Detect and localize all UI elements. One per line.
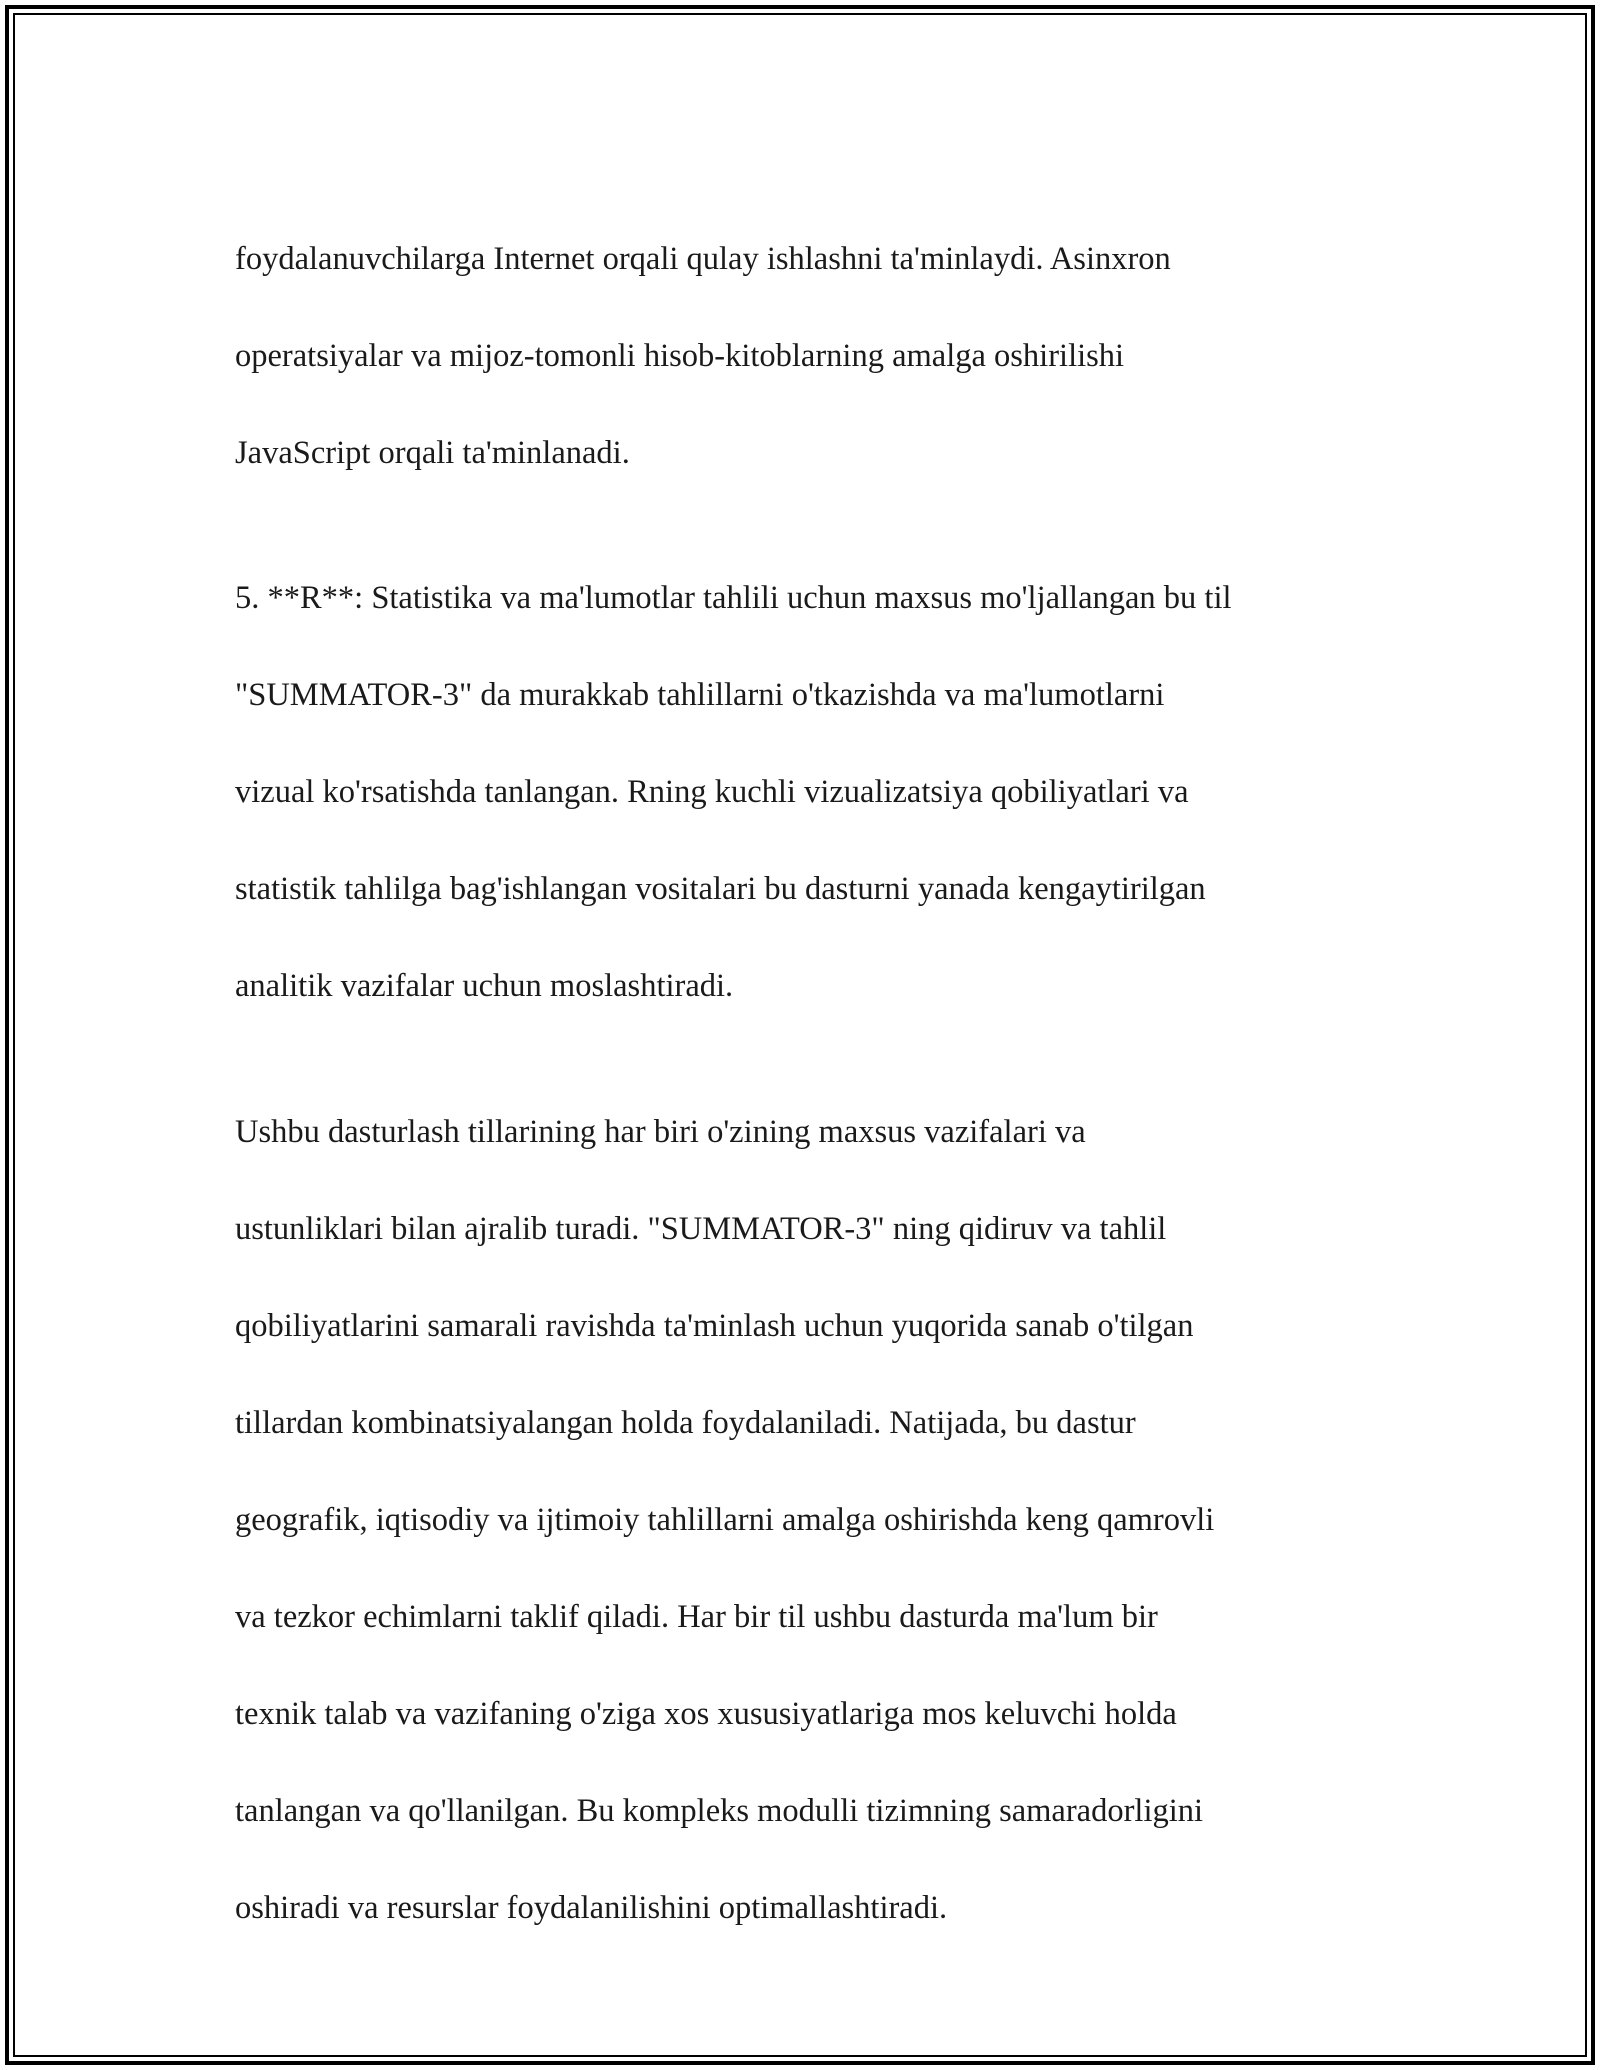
paragraph-line: tanlangan va qo'llanilgan. Bu kompleks modulli tizimning samaradorligini <box>235 1792 1204 1829</box>
paragraph-line: foydalanuvchilarga Internet orqali qulay ishlashni ta'minlaydi. Asinxron <box>235 240 1171 277</box>
paragraph-line: ustunliklari bilan ajralib turadi. "SUMMATOR-3" ning qidiruv va tahlil <box>235 1210 1167 1247</box>
paragraph-line: statistik tahlilga bag'ishlangan vositalari bu dasturni yanada kengaytirilgan <box>235 871 1206 907</box>
paragraph-line: analitik vazifalar uchun moslashtiradi. <box>235 968 734 1004</box>
paragraph-line: oshiradi va resurslar foydalanilishini optimallashtiradi. <box>235 1889 948 1926</box>
paragraph-line: "SUMMATOR-3" da murakkab tahlillarni o'tkazishda va ma'lumotlarni <box>235 677 1165 713</box>
paragraph-line: texnik talab va vazifaning o'ziga xos xususiyatlariga mos keluvchi holda <box>235 1695 1177 1732</box>
paragraph-line: operatsiyalar va mijoz-tomonli hisob-kitoblarning amalga oshirilishi <box>235 337 1125 374</box>
document-body <box>235 186 1365 1981</box>
paragraph-line: 5. **R**: Statistika va ma'lumotlar tahlili uchun maxsus mo'ljallangan bu til <box>235 580 1232 616</box>
paragraph-summary <box>235 1059 1365 1932</box>
paragraph-javascript-continuation <box>235 186 1365 477</box>
paragraph-line: geografik, iqtisodiy va ijtimoiy tahlillarni amalga oshirishda keng qamrovli <box>235 1501 1215 1538</box>
paragraph-line: va tezkor echimlarni taklif qiladi. Har bir til ushbu dasturda ma'lum bir <box>235 1598 1158 1635</box>
paragraph-line: Ushbu dasturlash tillarining har biri o'zining maxsus vazifalari va <box>235 1113 1086 1150</box>
paragraph-line: tillardan kombinatsiyalangan holda foydalaniladi. Natijada, bu dastur <box>235 1404 1136 1441</box>
paragraph-line: vizual ko'rsatishda tanlangan. Rning kuchli vizualizatsiya qobiliyatlari va <box>235 774 1189 810</box>
paragraph-line: JavaScript orqali ta'minlanadi. <box>235 434 630 471</box>
paragraph-r-language <box>235 526 1365 1011</box>
paragraph-line: qobiliyatlarini samarali ravishda ta'minlash uchun yuqorida sanab o'tilgan <box>235 1307 1194 1344</box>
